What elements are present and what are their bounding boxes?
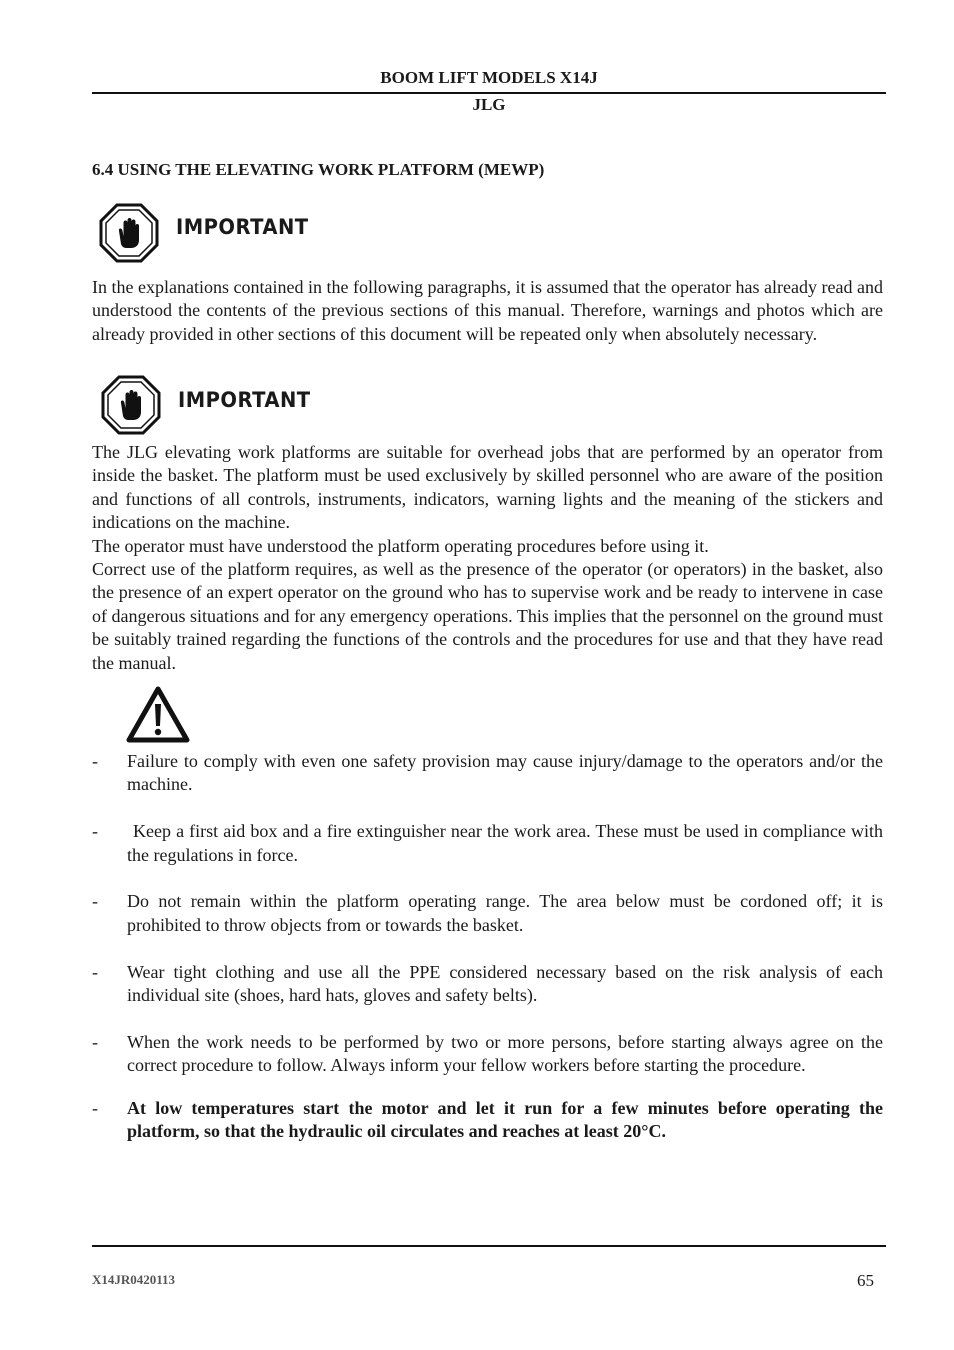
intro-paragraph <box>92 276 883 346</box>
important-label-2: IMPORTANT <box>178 388 311 412</box>
usage-paragraphs <box>92 441 883 675</box>
list-item <box>92 1031 883 1078</box>
header-rule <box>92 92 886 94</box>
important-notice-2 <box>101 375 161 439</box>
stop-hand-icon <box>101 375 161 435</box>
page-number: 65 <box>857 1271 874 1290</box>
list-item <box>92 890 883 937</box>
list-dash: - <box>92 821 98 842</box>
footer-rule <box>92 1245 886 1247</box>
paragraph-ground-operator: Correct use of the platform requires, as well as the presence of the operator (or operators) in the basket, also the presence of an expert operator on the ground who has to supervise work and be ready to intervene in case of dangerous situations and for any emergency operations. This implies that the personnel on the ground must be suitably trained regarding the functions of the controls and the procedures for use and that they have read the manual. <box>92 559 883 673</box>
list-item <box>92 750 883 797</box>
list-dash: - <box>92 751 98 771</box>
important-label-1: IMPORTANT <box>176 215 309 239</box>
intro-text: In the explanations contained in the following paragraphs, it is assumed that the operator has already read and understood the contents of the previous sections of this manual. Therefore, warnings and photos which are already provided in other sections of this document will be repeated only when absolutely necessary. <box>92 277 883 344</box>
list-item <box>92 1097 883 1144</box>
stop-hand-icon <box>99 203 159 263</box>
list-dash: - <box>92 1031 98 1052</box>
list-item-text: Wear tight clothing and use all the PPE considered necessary based on the risk analysis of each individual site (shoes, hard hats, gloves and safety belts). <box>127 961 883 1006</box>
list-item-text: Do not remain within the platform operating range. The area below must be cordoned off; it is prohibited to throw objects from or towards the basket. <box>127 891 883 935</box>
document-header-title: BOOM LIFT MODELS X14J <box>380 68 598 87</box>
list-item <box>92 961 883 1008</box>
list-item-text: Keep a first aid box and a fire extinguisher near the work area. These must be used in compliance with the regulations in force. <box>127 821 883 865</box>
list-dash: - <box>92 961 98 982</box>
document-header-brand: JLG <box>472 95 506 114</box>
paragraph-procedures: The operator must have understood the platform operating procedures before using it. <box>92 535 709 556</box>
important-notice-1 <box>99 203 159 267</box>
list-item-text: At low temperatures start the motor and let it run for a few minutes before operating the platform, so that the hydraulic oil circulates and reaches at least 20°C. <box>127 1097 883 1142</box>
section-title: 6.4 USING THE ELEVATING WORK PLATFORM (MEWP) <box>92 160 545 179</box>
safety-warning-list <box>92 750 883 1143</box>
warning-triangle-icon <box>126 686 190 744</box>
document-code: X14JR0420113 <box>92 1272 176 1287</box>
paragraph-suitability: The JLG elevating work platforms are suitable for overhead jobs that are performed by an operator from inside the basket. The platform must be used exclusively by skilled personnel who are aware of the position and functions of all controls, instruments, indicators, warning lights and the meaning of the stickers and indications on the machine. <box>92 442 883 533</box>
list-item-text: Failure to comply with even one safety provision may cause injury/damage to the operators and/or the machine. <box>127 751 883 795</box>
list-dash: - <box>92 1097 98 1118</box>
list-item-text: When the work needs to be performed by two or more persons, before starting always agree on the correct procedure to follow. Always inform your fellow workers before starting the procedure. <box>127 1031 883 1076</box>
list-dash: - <box>92 891 98 912</box>
list-item <box>92 820 883 867</box>
